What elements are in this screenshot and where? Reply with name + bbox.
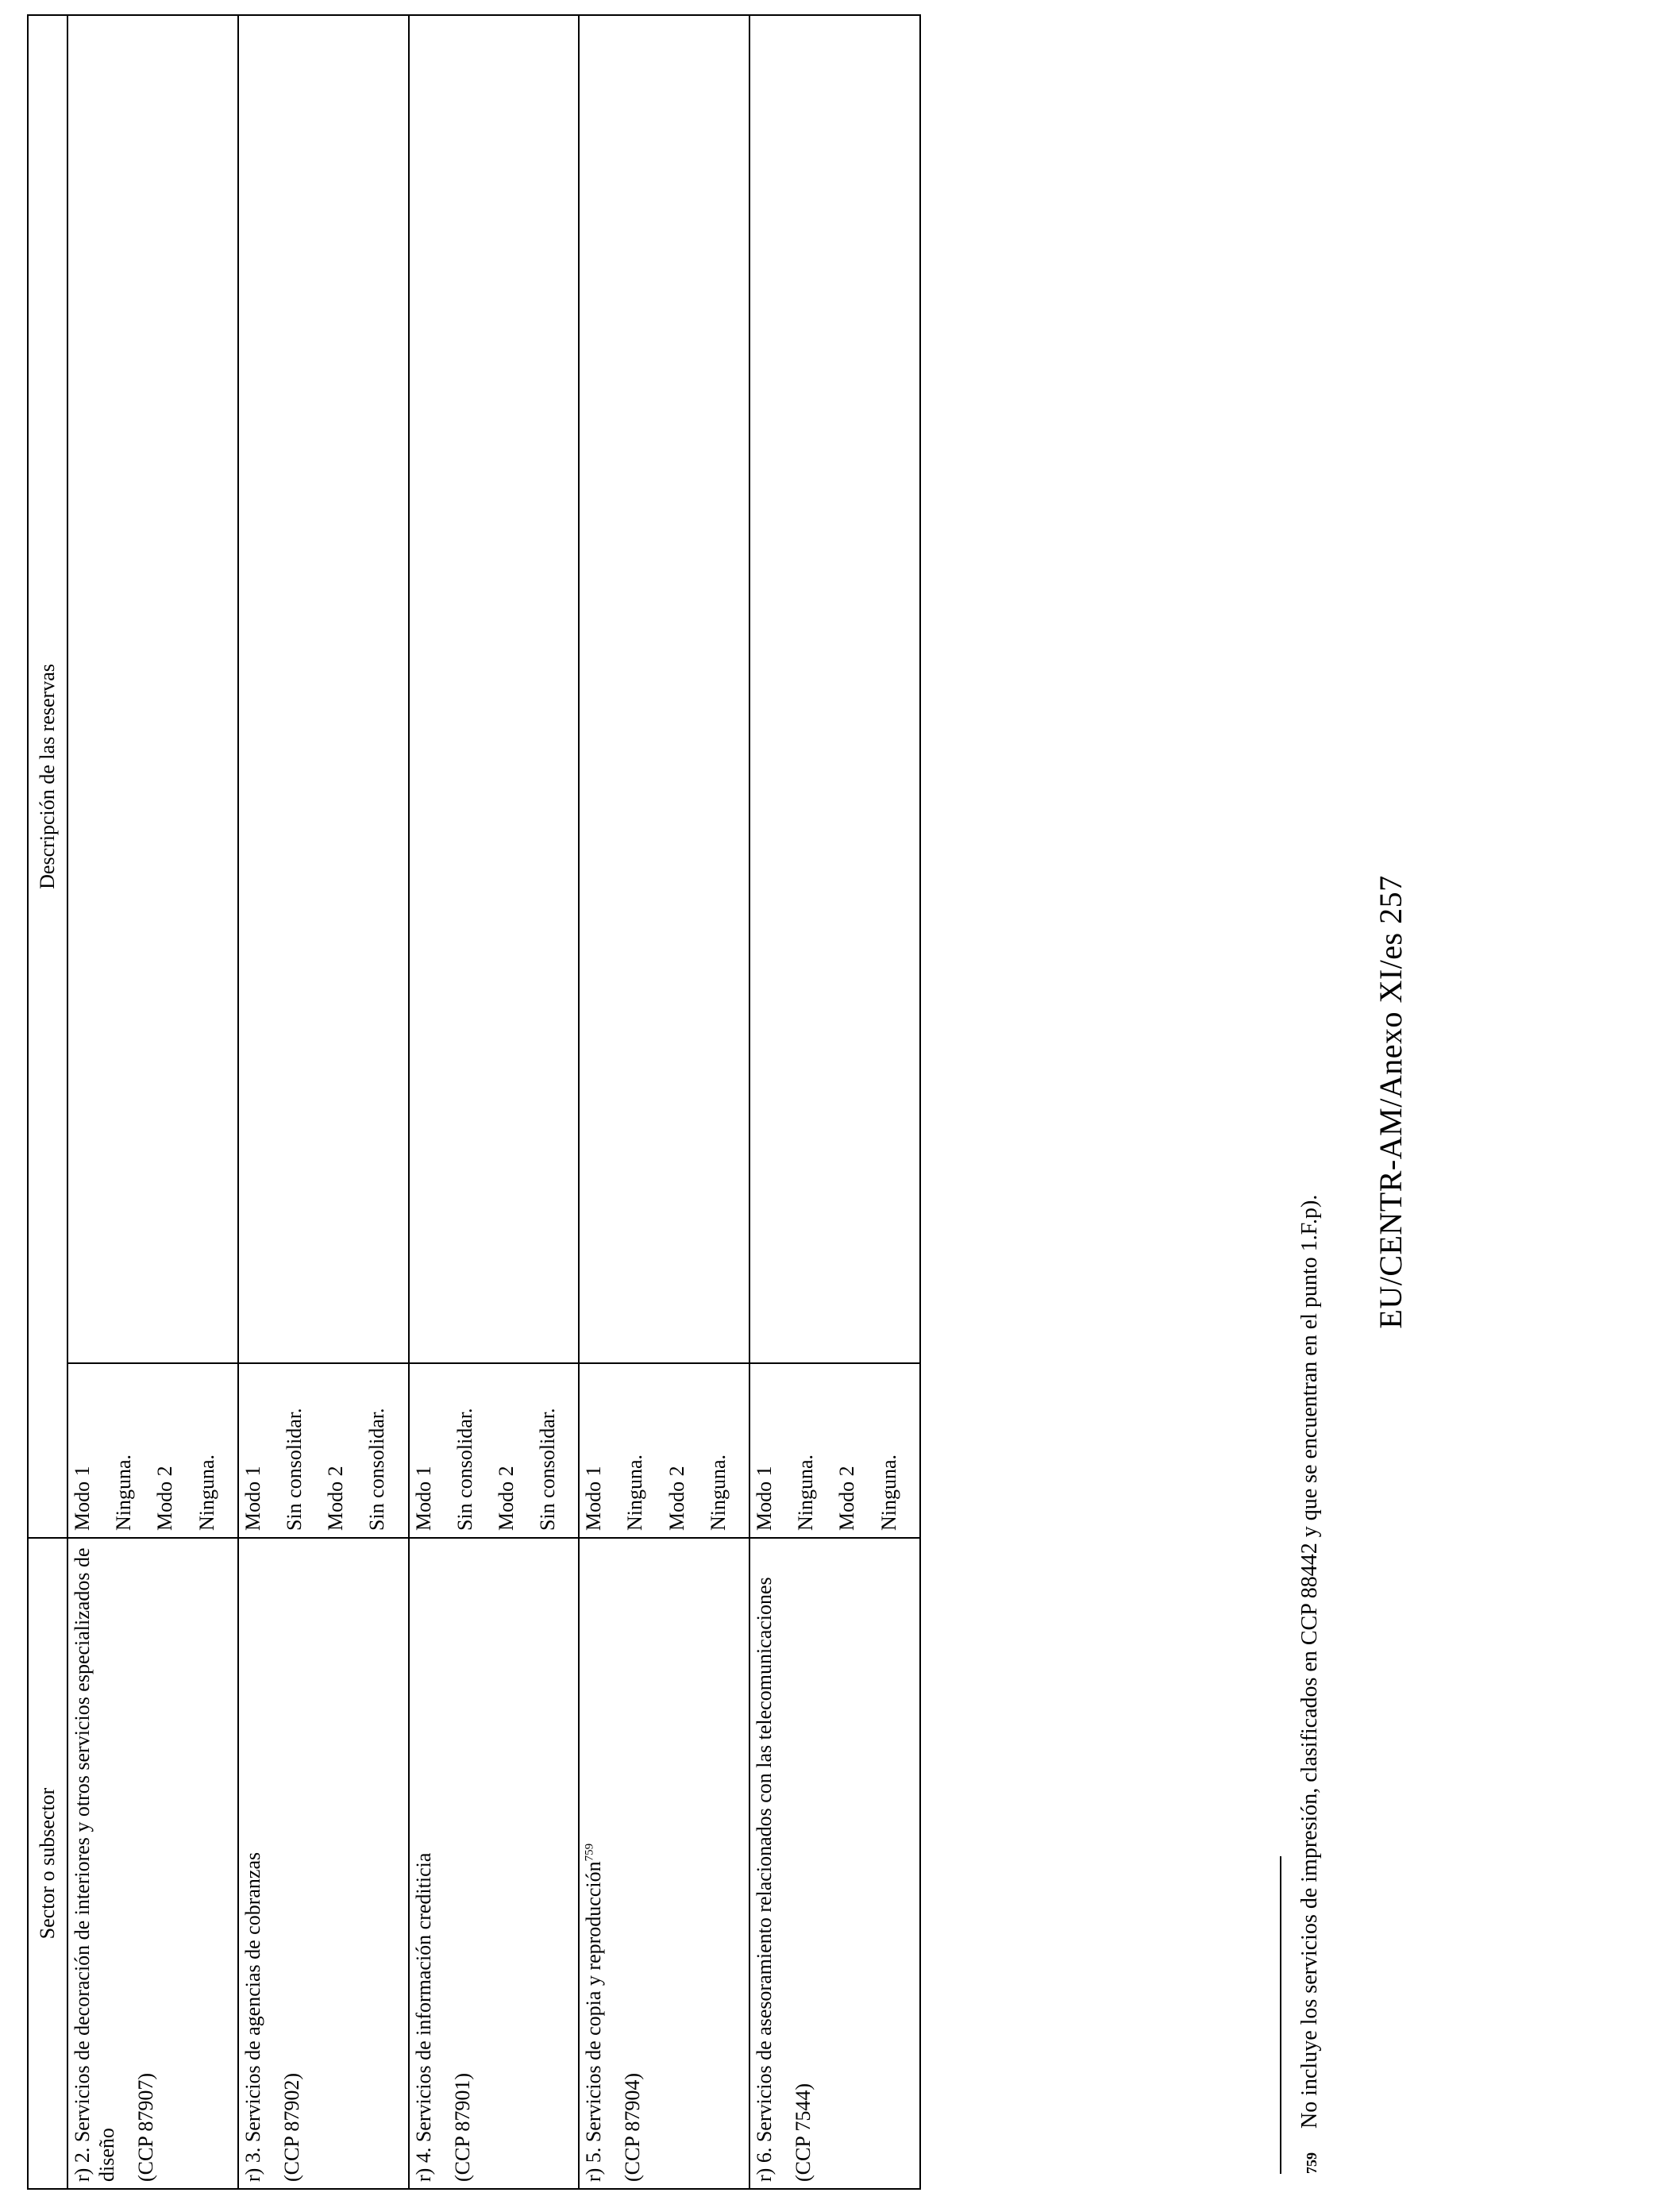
mode-value: Ninguna. — [706, 1454, 730, 1531]
modes-cell — [579, 1363, 749, 1538]
description-cell — [67, 15, 238, 1363]
sector-name: r) 2. Servicios de decoración de interiores y otros servicios especializados de diseño — [71, 1547, 119, 2182]
mode-value: Sin consolidar. — [453, 1408, 476, 1531]
sector-cell — [67, 1538, 238, 2189]
ccp-code: (CCP 87901) — [450, 2073, 474, 2182]
table-header-row — [28, 15, 67, 2189]
sector-name: r) 5. Servicios de copia y reproducción — [582, 1861, 606, 2182]
reservations-table — [27, 14, 921, 2190]
mode-label: Modo 1 — [241, 1466, 264, 1531]
description-cell — [409, 15, 580, 1363]
mode-label: Modo 2 — [494, 1466, 518, 1531]
modes-cell — [749, 1363, 920, 1538]
header-description: Descripción de las reservas — [28, 15, 67, 1538]
footnote-reference[interactable]: 759 — [583, 1843, 596, 1862]
table-row — [579, 15, 749, 2189]
mode-value: Ninguna. — [877, 1454, 900, 1531]
mode-value: Ninguna. — [112, 1454, 136, 1531]
mode-value: Sin consolidar. — [282, 1408, 306, 1531]
description-cell — [579, 15, 749, 1363]
modes-cell — [409, 1363, 580, 1538]
footnote-divider — [1280, 1856, 1281, 2174]
mode-label: Modo 2 — [324, 1466, 348, 1531]
table-row — [749, 15, 920, 2189]
sector-cell — [749, 1538, 920, 2189]
mode-label: Modo 2 — [153, 1466, 177, 1531]
sector-name: r) 6. Servicios de asesoramiento relacionados con las telecomunicaciones — [753, 1577, 776, 2182]
sector-cell — [579, 1538, 749, 2189]
table-row — [409, 15, 580, 2189]
table-row — [238, 15, 409, 2189]
ccp-code: (CCP 87904) — [621, 2073, 645, 2182]
header-sector: Sector o subsector — [28, 1538, 67, 2189]
mode-value: Sin consolidar. — [365, 1408, 389, 1531]
ccp-code: (CCP 87902) — [279, 2073, 303, 2182]
modes-cell — [67, 1363, 238, 1538]
ccp-code: (CCP 7544) — [792, 2083, 815, 2182]
footnote — [1297, 189, 1323, 2174]
mode-value: Ninguna. — [623, 1454, 647, 1531]
mode-label: Modo 1 — [582, 1466, 606, 1531]
table-row — [67, 15, 238, 2189]
description-cell — [238, 15, 409, 1363]
mode-value: Ninguna. — [794, 1454, 818, 1531]
sector-name-with-footnote — [581, 1545, 606, 2182]
sector-cell — [238, 1538, 409, 2189]
ccp-code: (CCP 87907) — [134, 2073, 158, 2182]
mode-label: Modo 1 — [411, 1466, 435, 1531]
mode-label: Modo 2 — [665, 1466, 688, 1531]
mode-label: Modo 1 — [71, 1466, 94, 1531]
sector-name: r) 3. Servicios de agencias de cobranzas — [241, 1851, 264, 2182]
sector-cell — [409, 1538, 580, 2189]
sector-name: r) 4. Servicios de información crediticia — [411, 1852, 435, 2182]
footnote-number: 759 — [1304, 2152, 1320, 2174]
mode-value: Sin consolidar. — [536, 1408, 560, 1531]
modes-cell — [238, 1363, 409, 1538]
mode-label: Modo 2 — [835, 1466, 859, 1531]
mode-value: Ninguna. — [195, 1454, 218, 1531]
description-cell — [749, 15, 920, 1363]
mode-label: Modo 1 — [753, 1466, 776, 1531]
footnote-text: No incluye los servicios de impresión, clasificados en CCP 88442 y que se encuentran en el punto 1.F.p). — [1297, 1194, 1322, 2129]
page-reference: EU/CENTR-AM/Anexo XI/es 257 — [1373, 875, 1408, 1329]
